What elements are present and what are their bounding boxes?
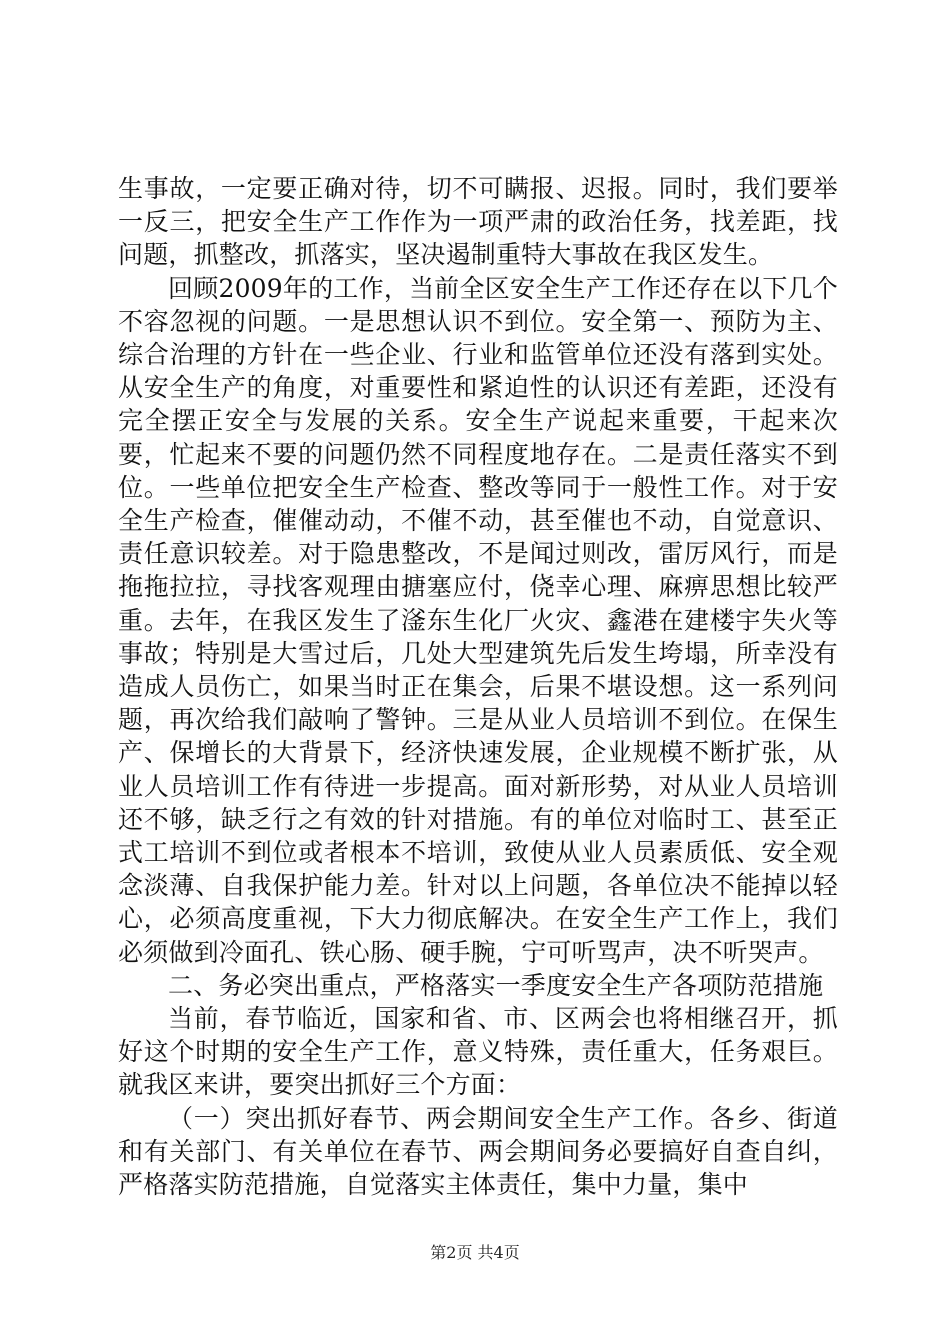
section-heading-2: 二、务必突出重点，严格落实一季度安全生产各项防范措施	[168, 970, 824, 1000]
paragraph-3: 当前，春节临近，国家和省、市、区两会也将相继召开，抓好这个时期的安全生产工作，意义特殊，责任重大，任务艰巨。就我区来讲，要突出抓好三个方面：	[118, 1004, 838, 1100]
paragraph-1: 生事故，一定要正确对待，切不可瞒报、迟报。同时，我们要举一反三，把安全生产工作作为一项严肃的政治任务，找差距，找问题，抓整改，抓落实，坚决遏制重特大事故在我区发生。	[118, 174, 838, 270]
paragraph-2: 回顾2009年的工作，当前全区安全生产工作还存在以下几个不容忽视的问题。一是思想认识不到位。安全第一、预防为主、综合治理的方针在一些企业、行业和监管单位还没有落到实处。从安全生产的角度，对重要性和紧迫性的认识还有差距，还没有完全摆正安全与发展的关系。安全生产说起来重要，干起来次要，忙起来不要的问题仍然不同程度地存在。二是责任落实不到位。一些单位把安全生产检查、整改等同于一般性工作。对于安全生产检查，催催动动，不催不动，甚至催也不动，自觉意识、责任意识较差。对于隐患整改，不是闻过则改，雷厉风行，而是拖拖拉拉，寻找客观理由搪塞应付，侥幸心理、麻痹思想比较严重。去年，在我区发生了滏东生化厂火灾、鑫港在建楼宇失火等事故；特别是大雪过后，几处大型建筑先后发生垮塌，所幸没有造成人员伤亡，如果当时正在集会，后果不堪设想。这一系列问题，再次给我们敲响了警钟。三是从业人员培训不到位。在保生产、保增长的大背景下，经济快速发展，企业规模不断扩张，从业人员培训工作有待进一步提高。面对新形势，对从业人员培训还不够，缺乏行之有效的针对措施。有的单位对临时工、甚至正式工培训不到位或者根本不培训，致使从业人员素质低、安全观念淡薄、自我保护能力差。针对以上问题，各单位决不能掉以轻心，必须高度重视，下大力彻底解决。在安全生产工作上，我们必须做到冷面孔、铁心肠、硬手腕，宁可听骂声，决不听哭声。	[118, 273, 838, 967]
document-body	[118, 172, 838, 1201]
paragraph-4: （一）突出抓好春节、两会期间安全生产工作。各乡、街道和有关部门、有关单位在春节、两会期间务必要搞好自查自纠，严格落实防范措施，自觉落实主体责任，集中力量，集中	[118, 1103, 838, 1200]
page-number-footer: 第2页 共4页	[430, 1243, 520, 1262]
